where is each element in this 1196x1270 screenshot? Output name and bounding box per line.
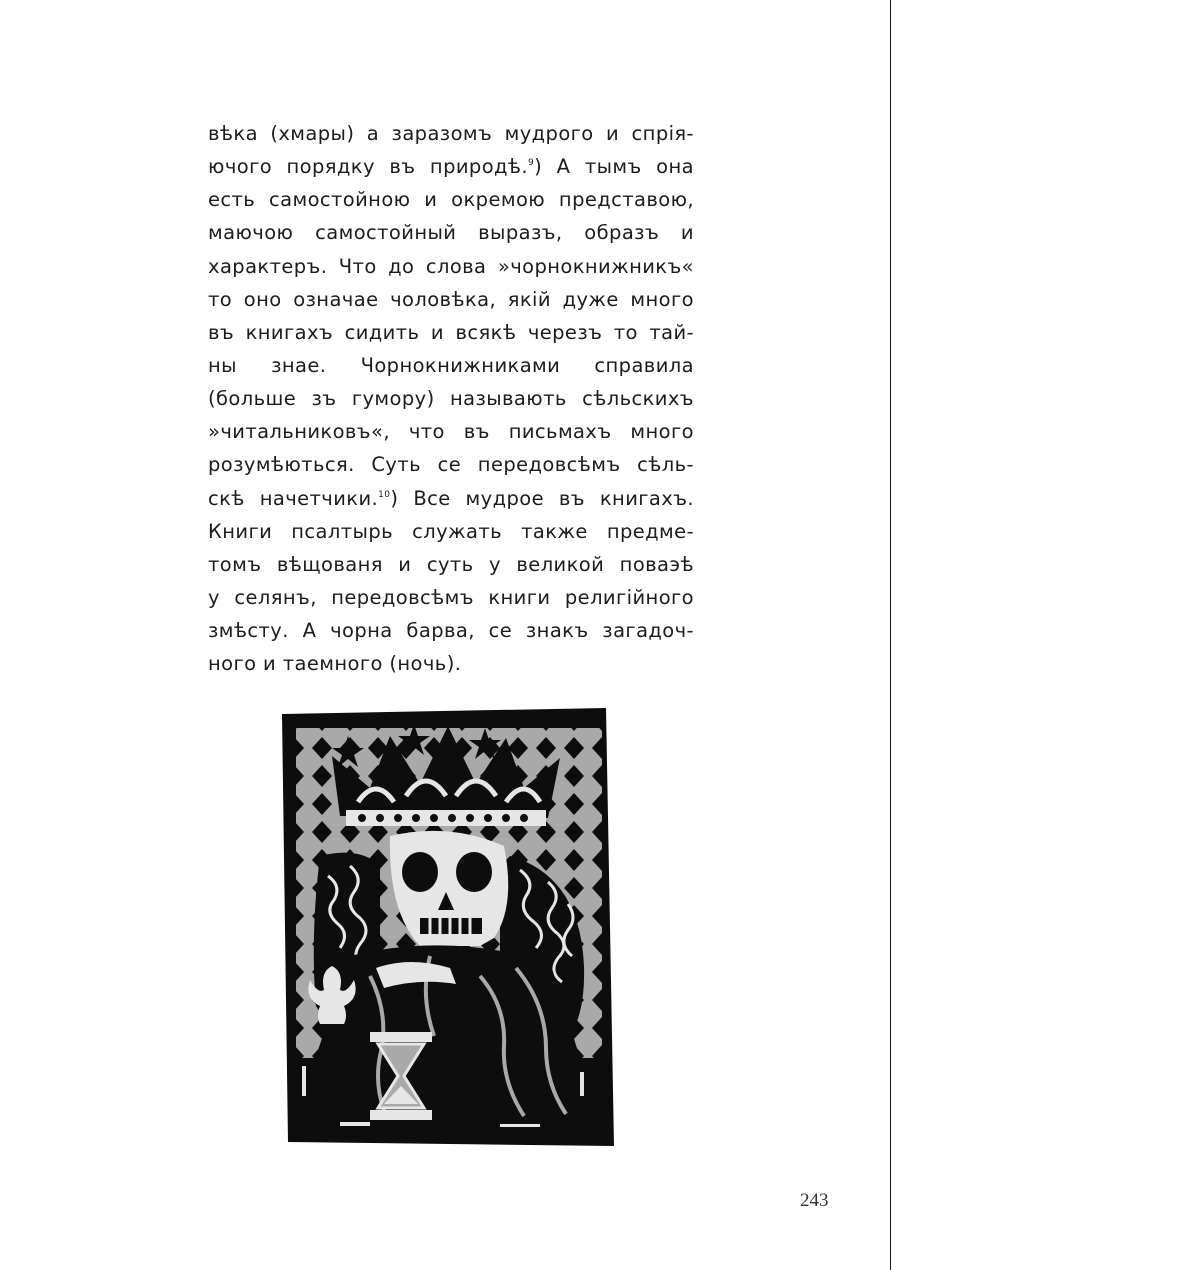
- text-line-end: ) Все мудрое въ книгахъ.: [390, 486, 694, 510]
- text-line-end: ) А тымъ она: [534, 155, 694, 179]
- woodcut-illustration: [280, 706, 614, 1148]
- text-line-start: ючого порядку въ природѣ.: [208, 155, 529, 179]
- text-line: маючою самостойный выразъ, образъ и: [208, 221, 694, 245]
- body-text: [208, 117, 694, 680]
- page-number: 243: [800, 1190, 829, 1211]
- text-line: (больше зъ гумору) называють сѣльскихъ: [208, 387, 694, 411]
- text-line: то оно означае чоловѣка, якій дуже много: [208, 287, 694, 311]
- footnote-ref[interactable]: 10: [378, 489, 391, 500]
- text-line: характеръ. Что до слова »чорнокнижникъ«: [208, 254, 694, 278]
- text-line: есть самостойною и окремою представою,: [208, 188, 694, 212]
- text-line: у селянъ, передовсѣмъ книги религійного: [208, 585, 694, 609]
- text-line: [208, 150, 694, 183]
- footnote-ref[interactable]: 9: [528, 158, 535, 169]
- text-line-start: скѣ начетчики.: [208, 486, 379, 510]
- woodcut-skeleton-king-icon: [280, 706, 614, 1148]
- text-line: розумѣються. Суть се передовсѣмъ сѣль-: [208, 453, 694, 477]
- text-line: змѣсту. А чорна барва, се знакъ загадоч-: [208, 619, 694, 643]
- text-line: ного и таемного (ночь).: [208, 652, 462, 676]
- text-line: »читальниковъ«, что въ письмахъ много: [208, 420, 694, 444]
- text-line: [208, 482, 694, 515]
- text-line: Книги псалтырь служать также предме-: [208, 519, 694, 543]
- text-line: вѣка (хмары) а заразомъ мудрого и спрія-: [208, 122, 694, 145]
- text-line: ны знае. Чорнокнижниками справила: [208, 353, 694, 377]
- text-line: въ книгахъ сидить и всякѣ черезъ то тай-: [208, 320, 694, 344]
- text-line: томъ вѣщованя и суть у великой поваэѣ: [208, 552, 694, 576]
